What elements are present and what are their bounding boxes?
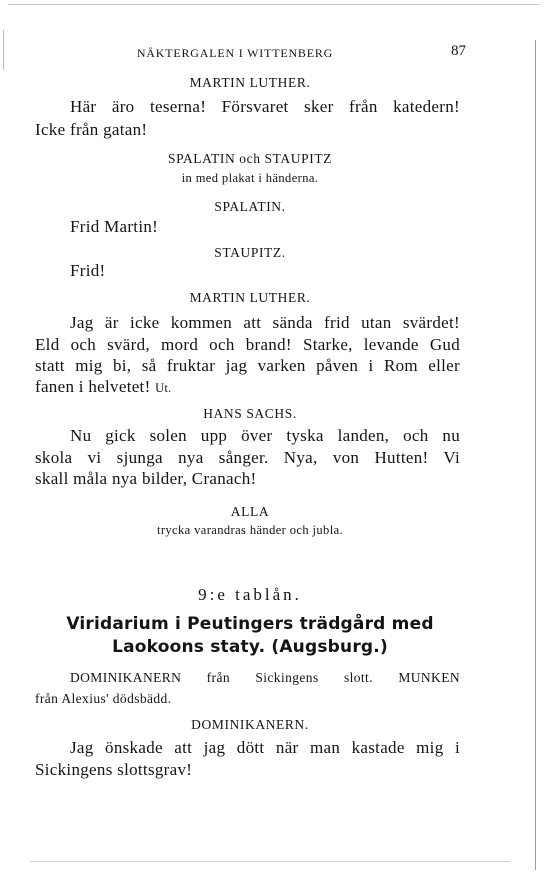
cast-line: DOMINIKANERN från Sickingens slott. MUNKEN [70, 670, 460, 685]
dialogue-line: skola vi sjunga nya sånger. Nya, von Hutten! Vi [35, 448, 460, 467]
speaker-name: ALLA [230, 504, 270, 519]
speaker-name: SPALATIN och STAUPITZ [167, 151, 333, 166]
dialogue-line: Frid Martin! [70, 217, 159, 236]
dialogue-line: Eld och svärd, mord och brand! Starke, levande Gud [35, 335, 460, 354]
dialogue-line: Här äro teserna! Försvaret sker från katedern! [70, 97, 460, 116]
dialogue-line: statt mig bi, så fruktar jag varken påven i Rom eller [35, 356, 460, 375]
page-header [0, 40, 544, 64]
top-edge-line [8, 4, 540, 5]
bottom-edge-line [30, 861, 510, 862]
speaker-name: HANS SACHS. [203, 406, 297, 421]
running-head: NÄKTERGALEN I WITTENBERG [136, 46, 334, 60]
cast-list [35, 667, 460, 709]
speaker-name: MARTIN LUTHER. [189, 75, 311, 90]
right-page-edge [535, 40, 536, 870]
tableau-heading: 9:e tablån. [198, 585, 302, 604]
stage-direction: in med plakat i händerna. [181, 171, 319, 185]
dialogue-line: Jag önskade att jag dött när man kastade mig i [70, 738, 460, 757]
scene-title-line-1: Viridarium i Peutingers trädgård med [66, 614, 434, 634]
exit-direction: Ut. [155, 381, 172, 395]
dialogue-line: Icke från gatan! [35, 120, 148, 139]
dialogue-line: skall måla nya bilder, Cranach! [35, 469, 257, 488]
dialogue-line: Sickingens slottsgrav! [35, 760, 193, 779]
dialogue-line-with-exit [35, 376, 460, 399]
stage-direction: trycka varandras händer och jubla. [156, 523, 344, 537]
dialogue-line: Nu gick solen upp över tyska landen, och nu [70, 426, 460, 445]
speaker-name: STAUPITZ. [214, 245, 286, 260]
dialogue-line: Jag är icke kommen att sända frid utan svärdet! [70, 313, 460, 332]
speaker-name: SPALATIN. [214, 199, 286, 214]
cast-line: från Alexius' dödsbädd. [35, 691, 172, 706]
dialogue-line: Frid! [70, 261, 106, 280]
dialogue-text: fanen i helvetet! [35, 377, 151, 396]
speaker-name: MARTIN LUTHER. [189, 290, 311, 305]
page-number: 87 [451, 43, 466, 59]
scene-title-line-2: Laokoons staty. (Augsburg.) [112, 637, 388, 657]
speaker-name: DOMINIKANERN. [191, 717, 309, 732]
